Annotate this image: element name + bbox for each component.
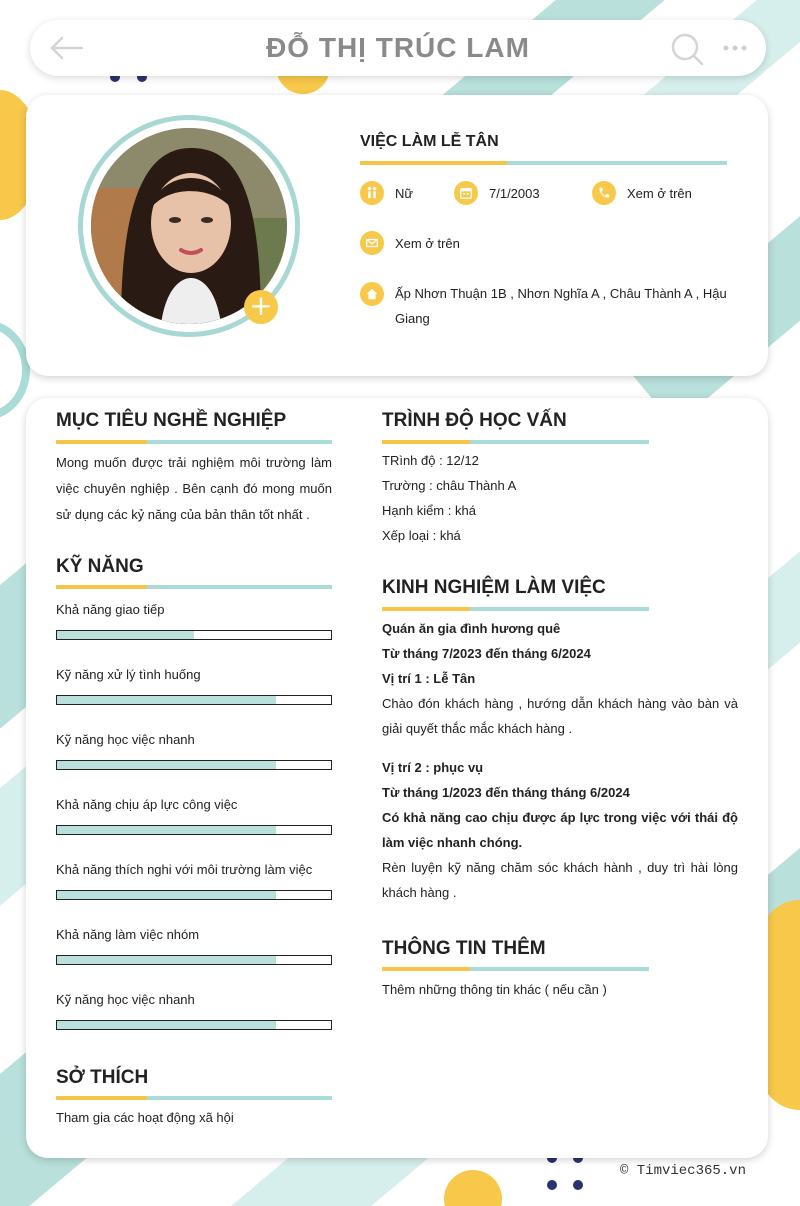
- top-bar: [30, 20, 766, 76]
- skill-level-bar: [56, 630, 332, 640]
- objective-text: Mong muốn được trải nghiệm môi trường làm việc chuyên nghiệp . Bên cạnh đó mong muốn sử dụng các kỷ năng của bản thân tốt nhất .: [56, 455, 332, 522]
- email-value: Xem ở trên: [395, 235, 460, 251]
- experience-position-2: Vị trí 2 : phục vụ: [382, 760, 484, 775]
- skill-level-bar: [56, 760, 332, 770]
- experience-position-1: Vị trí 1 : Lễ Tân: [382, 671, 476, 686]
- education-details: [382, 448, 516, 548]
- skill-level-fill: [57, 631, 194, 639]
- experience-desc-1: Chào đón khách hàng , hướng dẫn khách hàng vào bàn và giải quyết thắc mắc khách hàng .: [382, 696, 738, 736]
- skill-level-fill: [57, 761, 276, 769]
- skill-label: Kỹ năng học việc nhanh: [56, 992, 195, 1007]
- experience-company: Quán ăn gia đình hương quê: [382, 621, 561, 636]
- address-info: [360, 281, 728, 331]
- education-underline: [382, 440, 649, 444]
- copyright-text: © Timviec365.vn: [619, 1163, 746, 1179]
- job-title-underline: [360, 161, 727, 165]
- birthday-value: 7/1/2003: [489, 185, 540, 201]
- hobbies-text: Tham gia các hoạt động xã hội: [56, 1110, 234, 1125]
- skill-level-bar: [56, 695, 332, 705]
- gender-value: Nữ: [395, 185, 414, 201]
- extra-info-underline: [382, 967, 649, 971]
- hobbies-title: SỞ THÍCH: [56, 1067, 149, 1088]
- education-school: Trường : châu Thành A: [382, 478, 517, 493]
- skill-label: Kỹ năng xử lý tình huống: [56, 667, 201, 682]
- email-icon: [360, 231, 384, 255]
- experience-period-2: Từ tháng 1/2023 đến tháng tháng 6/2024: [382, 785, 630, 800]
- skill-label: Kỹ năng học việc nhanh: [56, 732, 195, 747]
- phone-icon: [592, 181, 616, 205]
- education-title: TRÌNH ĐỘ HỌC VẤN: [382, 410, 567, 431]
- experience-period-1: Từ tháng 7/2023 đến tháng 6/2024: [382, 646, 591, 661]
- job-title: VIỆC LÀM LỄ TÂN: [360, 133, 499, 150]
- gender-info: [360, 181, 413, 205]
- skill-level-bar: [56, 955, 332, 965]
- home-icon: [360, 282, 384, 306]
- skill-level-bar: [56, 825, 332, 835]
- add-photo-button[interactable]: +: [244, 290, 278, 324]
- candidate-name: ĐỖ THỊ TRÚC LAM: [266, 32, 530, 63]
- skill-level-fill: [57, 1021, 276, 1029]
- bg-dot: [573, 1180, 583, 1190]
- extra-info-text: Thêm những thông tin khác ( nếu cần ): [382, 982, 607, 997]
- phone-value: Xem ở trên: [627, 185, 692, 201]
- skill-level-fill: [57, 826, 276, 834]
- profile-card: [26, 95, 768, 376]
- experience-details: [382, 616, 738, 905]
- gender-icon: [360, 181, 384, 205]
- search-icon[interactable]: [670, 32, 704, 66]
- experience-title: KINH NGHIỆM LÀM VIỆC: [382, 577, 606, 598]
- calendar-icon: [454, 181, 478, 205]
- education-grade: TRình độ : 12/12: [382, 453, 479, 468]
- skill-label: Khả năng làm việc nhóm: [56, 927, 200, 942]
- bg-dot: [547, 1180, 557, 1190]
- objective-title: MỤC TIÊU NGHỀ NGHIỆP: [56, 410, 287, 431]
- skill-level-bar: [56, 890, 332, 900]
- skill-level-fill: [57, 891, 276, 899]
- email-info: [360, 231, 460, 255]
- resume-body-card: [26, 398, 768, 1158]
- experience-highlight-2: Có khả năng cao chịu được áp lực trong việc với thái độ làm việc nhanh chóng.: [382, 810, 738, 850]
- birthday-info: [454, 181, 540, 205]
- bg-circle: [444, 1170, 502, 1206]
- phone-info: [592, 181, 692, 205]
- education-conduct: Hạnh kiểm : khá: [382, 503, 476, 518]
- skill-level-bar: [56, 1020, 332, 1030]
- hobbies-underline: [56, 1096, 332, 1100]
- skill-level-fill: [57, 696, 276, 704]
- education-rank: Xếp loại : khá: [382, 528, 461, 543]
- more-options-icon[interactable]: [722, 34, 748, 62]
- back-arrow-icon[interactable]: [48, 34, 84, 62]
- experience-underline: [382, 607, 649, 611]
- address-value: Ấp Nhơn Thuận 1B , Nhơn Nghĩa A , Châu Thành A , Hậu Giang: [395, 286, 727, 326]
- skill-level-fill: [57, 956, 276, 964]
- skill-label: Khả năng thích nghi với môi trường làm việc: [56, 862, 313, 877]
- skill-label: Khả năng chịu áp lực công việc: [56, 797, 238, 812]
- skills-underline: [56, 585, 332, 589]
- skills-title: KỸ NĂNG: [56, 556, 144, 577]
- skill-label: Khả năng giao tiếp: [56, 602, 165, 617]
- extra-info-title: THÔNG TIN THÊM: [382, 938, 546, 959]
- experience-desc-2: Rèn luyện kỹ năng chăm sóc khách hành , duy trì hài lòng khách hàng .: [382, 860, 738, 900]
- objective-underline: [56, 440, 332, 444]
